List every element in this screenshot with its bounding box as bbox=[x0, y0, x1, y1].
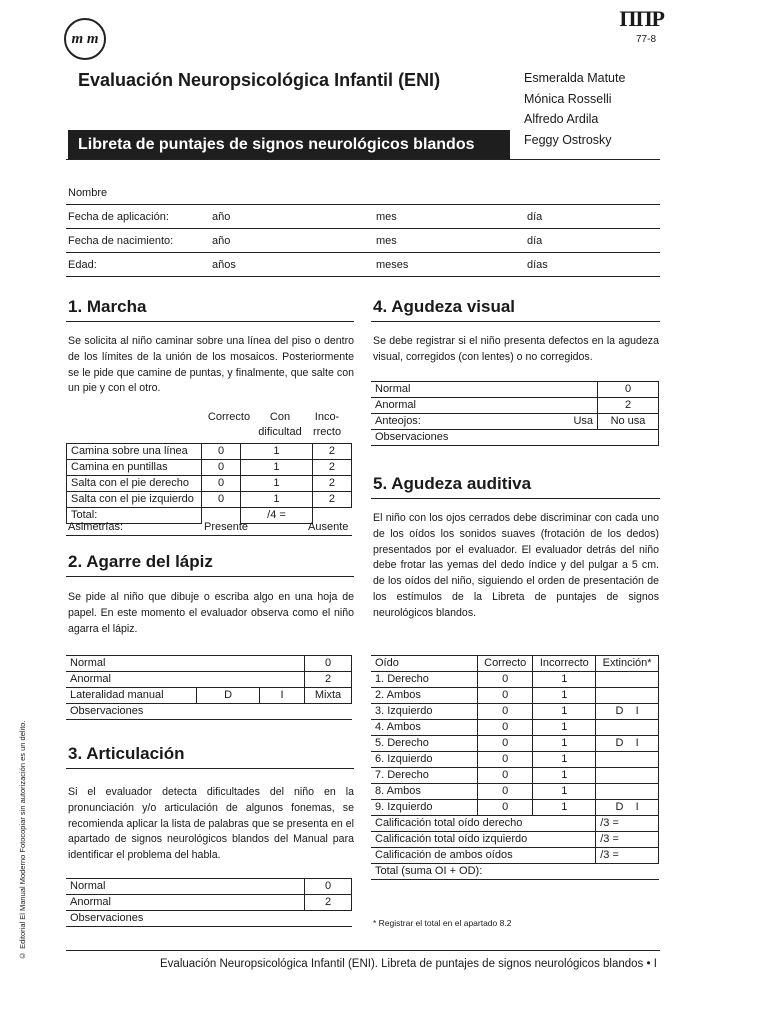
ausente-option[interactable]: Ausente bbox=[308, 521, 349, 533]
score-cell[interactable]: 1 bbox=[533, 720, 596, 736]
total-label: Total: bbox=[67, 508, 202, 524]
cal-izquierdo-value[interactable]: /3 = bbox=[596, 832, 659, 848]
author: Feggy Ostrosky bbox=[524, 132, 612, 147]
lateralidad-label: Lateralidad manual bbox=[66, 688, 197, 704]
fecha-aplicacion-label: Fecha de aplicación: bbox=[68, 211, 169, 223]
banner-text: Libreta de puntajes de signos neurológicos blandos bbox=[78, 136, 475, 153]
table-row bbox=[67, 492, 352, 508]
row-label: Salta con el pie derecho bbox=[67, 476, 202, 492]
page-code: 77-8 bbox=[635, 34, 656, 45]
divider bbox=[66, 321, 354, 322]
ano-label: año bbox=[212, 235, 231, 247]
col-con bbox=[252, 410, 308, 440]
score-cell[interactable]: 0 bbox=[478, 800, 533, 816]
fecha-nacimiento-label: Fecha de nacimiento: bbox=[68, 235, 174, 247]
edad-line[interactable] bbox=[66, 276, 660, 277]
cal-derecho-label: Calificación total oído derecho bbox=[371, 816, 596, 832]
col-extincion: Extinción* bbox=[596, 656, 659, 672]
score-cell[interactable]: 0 bbox=[478, 784, 533, 800]
table-row bbox=[371, 414, 659, 430]
observaciones-field[interactable]: Observaciones bbox=[371, 430, 659, 446]
table-row bbox=[66, 688, 352, 704]
agarre-text: Se pide al niño que dibuje o escriba algo en una hoja de papel. En este momento el evaluador observa como el niño agarra el lápiz. bbox=[68, 591, 354, 635]
cal-ambos-value[interactable]: /3 = bbox=[596, 848, 659, 864]
table-row bbox=[67, 476, 352, 492]
fecha-aplicacion-line[interactable] bbox=[66, 228, 660, 229]
score-cell[interactable]: 0 bbox=[202, 492, 241, 508]
table-row bbox=[66, 911, 352, 927]
score-cell[interactable]: 0 bbox=[202, 460, 241, 476]
normal-label: Normal bbox=[66, 879, 305, 895]
normal-label: Normal bbox=[66, 656, 305, 672]
extincion-cell[interactable] bbox=[596, 752, 659, 768]
row-label: 4. Ambos bbox=[371, 720, 478, 736]
calificacion-row bbox=[371, 816, 659, 832]
score-cell[interactable]: 0 bbox=[478, 704, 533, 720]
score-cell[interactable]: 1 bbox=[241, 460, 313, 476]
score-cell[interactable]: 1 bbox=[241, 492, 313, 508]
col-inco-line1: Inco- bbox=[314, 411, 340, 423]
row-label: 7. Derecho bbox=[371, 768, 478, 784]
marcha-title: 1. Marcha bbox=[68, 297, 147, 316]
score-cell[interactable]: 2 bbox=[312, 492, 351, 508]
ano-label: año bbox=[212, 211, 231, 223]
extincion-cell[interactable] bbox=[596, 720, 659, 736]
score-cell[interactable]: 1 bbox=[533, 688, 596, 704]
calificacion-row bbox=[371, 848, 659, 864]
author: Mónica Rosselli bbox=[524, 91, 612, 106]
usa-option[interactable]: Usa bbox=[520, 414, 598, 430]
header-row bbox=[371, 656, 659, 672]
col-correcto: Correcto bbox=[207, 411, 251, 423]
table-row bbox=[371, 704, 659, 720]
copyright-notice: © Editorial El Manual Moderno Fotocopiar sin autorización es un delito. bbox=[18, 720, 27, 960]
lateralidad-d[interactable]: D bbox=[197, 688, 260, 704]
anormal-label: Anormal bbox=[371, 398, 598, 414]
auditiva-title: 5. Agudeza auditiva bbox=[373, 474, 532, 493]
author: Alfredo Ardila bbox=[524, 112, 599, 126]
lateralidad-mixta[interactable]: Mixta bbox=[305, 688, 352, 704]
no-usa-option[interactable]: No usa bbox=[598, 414, 659, 430]
col-oido: Oído bbox=[371, 656, 478, 672]
visual-table bbox=[371, 381, 659, 446]
footer-rule bbox=[66, 950, 660, 951]
brand-mark: ΠΠP bbox=[619, 6, 664, 31]
cal-izquierdo-label: Calificación total oído izquierdo bbox=[371, 832, 596, 848]
score-cell[interactable]: 1 bbox=[241, 476, 313, 492]
table-row bbox=[66, 656, 352, 672]
col-inco-line2: rrecto bbox=[312, 426, 342, 438]
page-footer: Evaluación Neuropsicológica Infantil (ENI). Libreta de puntajes de signos neurológicos blandos • I bbox=[160, 958, 657, 970]
table-row bbox=[371, 752, 659, 768]
row-label: Camina sobre una línea bbox=[67, 444, 202, 460]
score-cell[interactable]: 2 bbox=[312, 476, 351, 492]
extincion-cell[interactable]: D I bbox=[596, 800, 659, 816]
dia-label: día bbox=[527, 211, 543, 223]
score-cell[interactable]: 0 bbox=[478, 672, 533, 688]
auditiva-table bbox=[371, 655, 659, 880]
normal-score[interactable]: 0 bbox=[598, 382, 659, 398]
auditiva-text: El niño con los ojos cerrados debe discriminar con cada uno de los oídos los sonidos suaves (frotación de los dedos) presentados por el evaluador. El evaluador detrás del niño debe frotar las yemas del dedo índice y del pulgar a 5 cm. de los oídos del niño, siguiendo el orden de presentación de los estímulos de la Libreta de puntajes de signos neurológicos blandos. bbox=[373, 512, 659, 619]
row-label: 3. Izquierdo bbox=[371, 704, 478, 720]
anormal-label: Anormal bbox=[66, 895, 305, 911]
table-row bbox=[371, 688, 659, 704]
articulacion-text: Si el evaluador detecta dificultades del niño en la pronunciación y/o articulación de algunos fonemas, se recomienda aplicar la lista de palabras que se presenta en el apartado de signos neurológicos blandos del Manual para identificar el problema del habla. bbox=[68, 786, 354, 862]
score-cell[interactable]: 0 bbox=[478, 720, 533, 736]
divider bbox=[371, 321, 660, 322]
score-cell[interactable]: 0 bbox=[478, 752, 533, 768]
table-row bbox=[67, 444, 352, 460]
observaciones-field[interactable]: Observaciones bbox=[66, 911, 352, 927]
col-incorrecto: Incorrecto bbox=[533, 656, 596, 672]
extincion-cell[interactable] bbox=[596, 688, 659, 704]
divider bbox=[66, 535, 352, 536]
total-field[interactable]: Total (suma OI + OD): bbox=[371, 864, 659, 880]
score-cell[interactable]: 0 bbox=[202, 476, 241, 492]
anormal-label: Anormal bbox=[66, 672, 305, 688]
agarre-table bbox=[66, 655, 352, 720]
extincion-cell[interactable] bbox=[596, 784, 659, 800]
score-cell[interactable]: 0 bbox=[478, 768, 533, 784]
total-value[interactable]: /4 = bbox=[241, 508, 313, 524]
score-cell[interactable]: 1 bbox=[533, 752, 596, 768]
row-label: Camina en puntillas bbox=[67, 460, 202, 476]
observaciones-field[interactable]: Observaciones bbox=[66, 704, 352, 720]
total-row bbox=[371, 864, 659, 880]
extincion-cell[interactable]: D I bbox=[596, 704, 659, 720]
extincion-cell[interactable] bbox=[596, 768, 659, 784]
cal-derecho-value[interactable]: /3 = bbox=[596, 816, 659, 832]
mes-label: mes bbox=[376, 211, 397, 223]
edad-label: Edad: bbox=[68, 259, 97, 271]
row-label: 5. Derecho bbox=[371, 736, 478, 752]
row-label: Salta con el pie izquierdo bbox=[67, 492, 202, 508]
table-row bbox=[371, 672, 659, 688]
table-row bbox=[66, 879, 352, 895]
row-label: 6. Izquierdo bbox=[371, 752, 478, 768]
marcha-table bbox=[66, 443, 352, 524]
footnote: * Registrar el total en el apartado 8.2 bbox=[373, 918, 512, 928]
score-cell[interactable]: 0 bbox=[202, 444, 241, 460]
col-con-line2: dificultad bbox=[258, 426, 302, 438]
fecha-nacimiento-line[interactable] bbox=[66, 252, 660, 253]
nombre-line[interactable] bbox=[66, 204, 660, 205]
extincion-cell[interactable]: D I bbox=[596, 736, 659, 752]
anormal-score[interactable]: 2 bbox=[305, 672, 352, 688]
table-row bbox=[371, 784, 659, 800]
author: Esmeralda Matute bbox=[524, 71, 626, 85]
table-row bbox=[371, 768, 659, 784]
table-row bbox=[371, 736, 659, 752]
document-title: Evaluación Neuropsicológica Infantil (ENI) bbox=[78, 70, 441, 90]
normal-score[interactable]: 0 bbox=[305, 656, 352, 672]
divider bbox=[66, 576, 354, 577]
row-label: 1. Derecho bbox=[371, 672, 478, 688]
visual-text: Se debe registrar si el niño presenta defectos en la agudeza visual, corregidos (con lentes) o no corregidos. bbox=[373, 335, 659, 363]
table-row bbox=[67, 460, 352, 476]
table-row bbox=[371, 720, 659, 736]
meses-label: meses bbox=[376, 259, 409, 271]
cal-ambos-label: Calificación de ambos oídos bbox=[371, 848, 596, 864]
col-con-line1: Con bbox=[269, 411, 291, 423]
table-row bbox=[371, 398, 659, 414]
lateralidad-i[interactable]: I bbox=[260, 688, 305, 704]
normal-label: Normal bbox=[371, 382, 598, 398]
score-cell[interactable]: 1 bbox=[533, 800, 596, 816]
articulacion-table bbox=[66, 878, 352, 927]
table-row bbox=[371, 382, 659, 398]
row-label: 2. Ambos bbox=[371, 688, 478, 704]
score-cell[interactable]: 0 bbox=[478, 688, 533, 704]
table-row bbox=[66, 704, 352, 720]
anos-label: años bbox=[212, 259, 236, 271]
table-row bbox=[66, 895, 352, 911]
presente-option[interactable]: Presente bbox=[204, 521, 249, 533]
col-correcto: Correcto bbox=[478, 656, 533, 672]
mes-label: mes bbox=[376, 235, 397, 247]
extincion-cell[interactable] bbox=[596, 672, 659, 688]
col-incorrecto bbox=[304, 410, 350, 440]
normal-score[interactable]: 0 bbox=[305, 879, 352, 895]
divider bbox=[371, 498, 660, 499]
score-cell[interactable]: 1 bbox=[533, 768, 596, 784]
table-row bbox=[371, 430, 659, 446]
calificacion-row bbox=[371, 832, 659, 848]
agarre-title: 2. Agarre del lápiz bbox=[68, 552, 213, 571]
table-row bbox=[371, 800, 659, 816]
score-cell[interactable]: 0 bbox=[478, 736, 533, 752]
row-label: 8. Ambos bbox=[371, 784, 478, 800]
score-cell[interactable]: 2 bbox=[312, 460, 351, 476]
score-cell[interactable]: 1 bbox=[533, 672, 596, 688]
anormal-score[interactable]: 2 bbox=[305, 895, 352, 911]
asimetrias-label: Asimetrías: bbox=[68, 521, 124, 533]
booklet-banner bbox=[68, 130, 510, 160]
score-cell[interactable]: 1 bbox=[533, 704, 596, 720]
dias-label: días bbox=[527, 259, 548, 271]
authors-list bbox=[524, 68, 625, 150]
marcha-text: Se solicita al niño caminar sobre una línea del piso o dentro de los límites de la unión de los mosaicos. Posteriormente se le pide que camine de puntas, y finalmente, que salte con un pie y con el otro. bbox=[68, 335, 354, 395]
anteojos-label: Anteojos: bbox=[371, 414, 520, 430]
dia-label: día bbox=[527, 235, 543, 247]
divider bbox=[66, 159, 660, 160]
table-row bbox=[66, 672, 352, 688]
score-cell[interactable]: 2 bbox=[312, 444, 351, 460]
visual-title: 4. Agudeza visual bbox=[373, 297, 516, 316]
score-cell[interactable]: 1 bbox=[533, 784, 596, 800]
articulacion-title: 3. Articulación bbox=[68, 744, 185, 763]
anormal-score[interactable]: 2 bbox=[598, 398, 659, 414]
publisher-logo: m m bbox=[64, 18, 106, 60]
score-cell[interactable]: 1 bbox=[241, 444, 313, 460]
score-cell[interactable]: 1 bbox=[533, 736, 596, 752]
nombre-label: Nombre bbox=[68, 187, 108, 199]
divider bbox=[66, 768, 354, 769]
row-label: 9. Izquierdo bbox=[371, 800, 478, 816]
